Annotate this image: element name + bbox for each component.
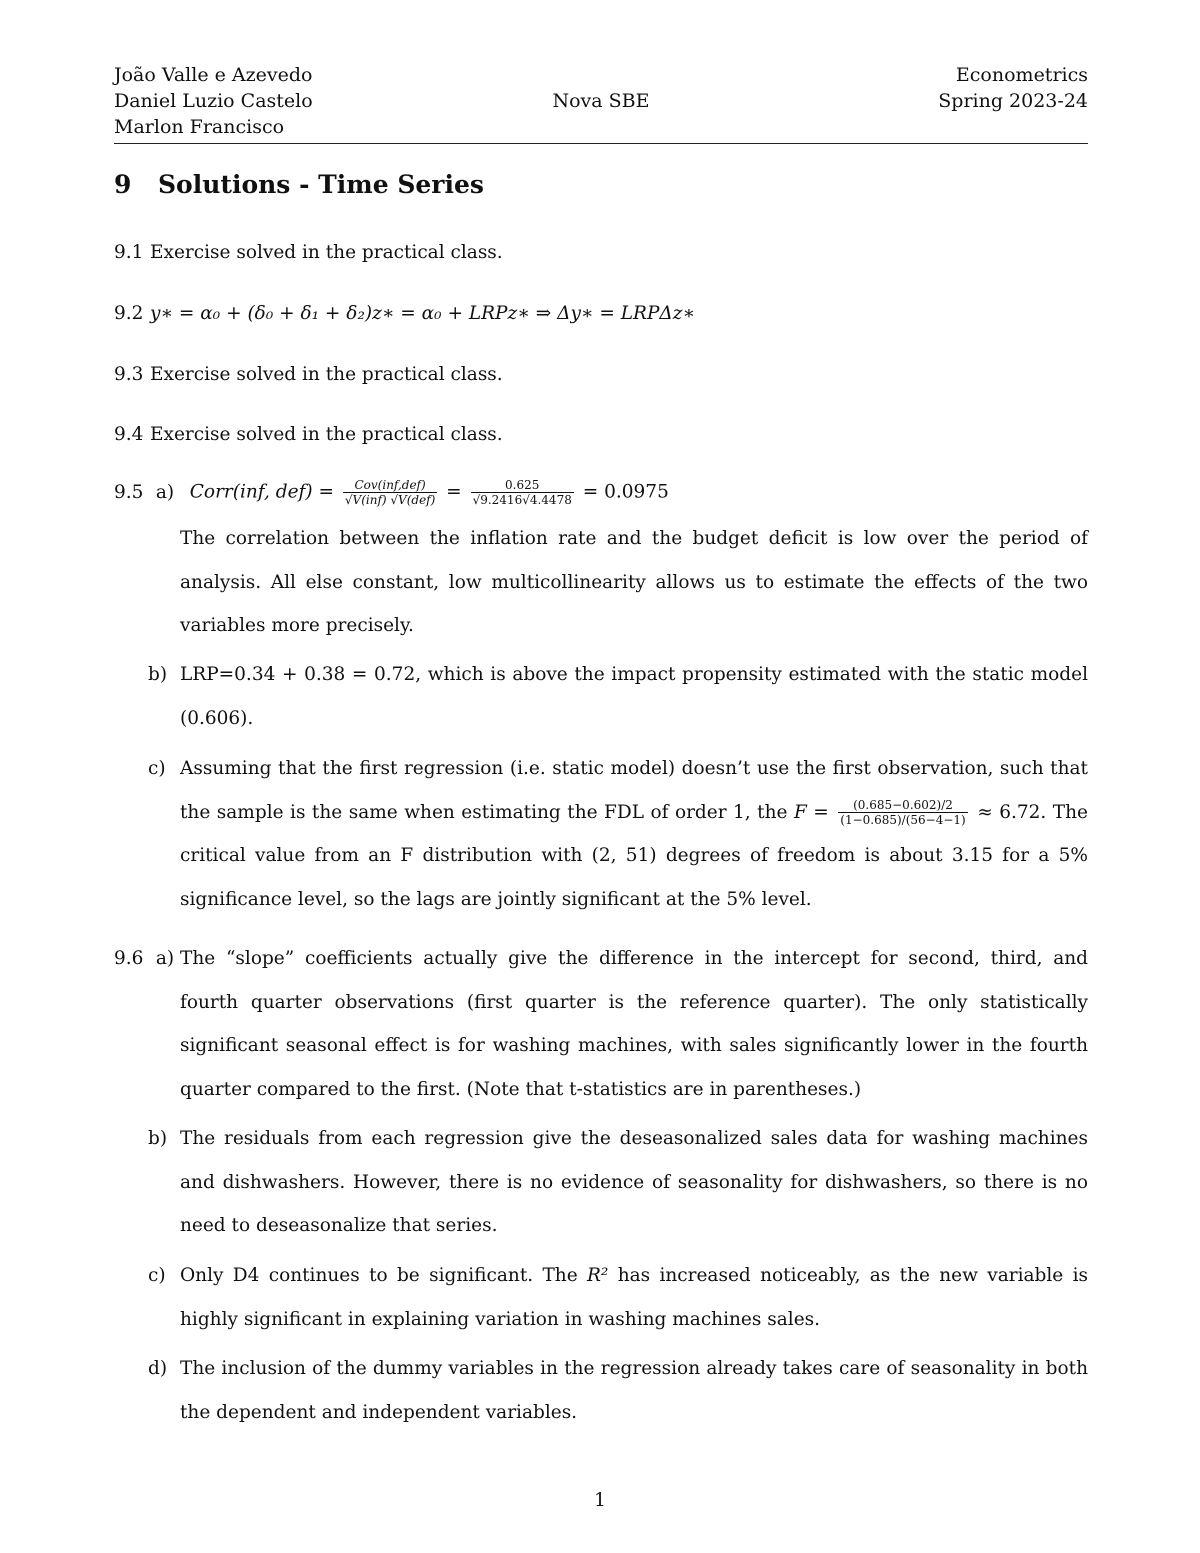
fraction-denominator: √9.2416√4.4478 [472,493,572,507]
f-result: ≈ 6.72. [977,801,1047,823]
exercise-text: Exercise solved in the practical class. [150,364,503,385]
author-2: Daniel Luzio Castelo [114,90,313,112]
part-label: b) [148,1128,168,1149]
exercise-9-5: 9.5 a) Corr(inf, def) = $\frac{\text{Cov(inf,def)}}{\text{√V(inf) √V(def)}}$ = $\frac{0.625}{√9.2416√4.4478}$ = 0.0975 [114,478,669,507]
exercise-9-3 [114,364,503,385]
part-label: c) [148,1265,166,1286]
exercise-label: 9.1 [114,242,144,263]
exercise-label: 9.3 [114,364,144,385]
part-b-text: The residuals from each regression give the deseasonalized sales data for washing machines and dishwashers. However, there is no evidence of seasonality for dishwashers, so there is no need to deseasonalize that series. [180,1128,1088,1236]
exercise-9-2 [114,303,695,324]
value-fraction [471,478,574,507]
section-title-text: Solutions - Time Series [158,170,484,199]
exercise-9-1 [114,242,503,263]
fraction-numerator: 0.625 [471,478,574,493]
fraction-numerator: (0.685−0.602)/2 [838,798,967,813]
part-c-text-2: The critical value from an F distribution with (2, 51) degrees of freedom is about 3.15 for a 5% significance level, so the lags are jointly significant at the 5% level. [180,801,1088,910]
part-a-text: The “slope” coefficients actually give the difference in the intercept for second, third, and fourth quarter observations (first quarter is the reference quarter). The only statistically significant seasonal effect is for washing machines, with sales significantly lower in the fourth quarter compared to the first. (Note that t-statistics are in parentheses.) [180,948,1088,1100]
cov-fraction [343,478,437,507]
institution: Nova SBE [552,90,650,112]
r-squared: R² [587,1265,609,1286]
exercise-label: 9.4 [114,424,144,445]
course-name: Econometrics [955,64,1088,86]
exercise-9-6 [114,948,174,969]
part-c-text-post: has increased noticeably, as the new variable is highly significant in explaining variation in washing machines sales. [180,1265,1088,1330]
part-a-text: The correlation between the inflation rate and the budget deficit is low over the period of analysis. All else constant, low multicollinearity allows us to estimate the effects of the two variables more precisely. [180,528,1088,636]
part-label: a) [155,481,175,503]
course-info [938,62,1088,114]
section-number: 9 [114,170,132,199]
section-title [114,170,484,199]
corr-lhs: Corr(inf, def) = [189,481,334,503]
part-c-text-pre: Only D4 continues to be significant. The [180,1265,578,1286]
exercise-label: 9.2 [114,303,144,324]
lrp-equation: y∗ = α₀ + (δ₀ + δ₁ + δ₂)z∗ = α₀ + LRPz∗ ⇒ Δy∗ = LRPΔz∗ [150,303,696,324]
part-d-text: The inclusion of the dummy variables in the regression already takes care of seasonality in both the dependent and independent variables. [180,1358,1088,1423]
part-c-text [180,1254,1088,1341]
exercise-9-4 [114,424,503,445]
exercise-text: Exercise solved in the practical class. [150,242,503,263]
f-statistic-label: F = [793,801,829,823]
corr-result: = 0.0975 [582,481,669,503]
fraction-denominator: (1−0.685)/(56−4−1) [840,813,966,827]
exercise-text: Exercise solved in the practical class. [150,424,503,445]
part-b-text: LRP=0.34 + 0.38 = 0.72, which is above the impact propensity estimated with the static model (0.606). [180,664,1088,729]
header-rule [114,143,1088,144]
exercise-label: 9.6 [114,948,144,969]
fraction-denominator: √V(inf) √V(def) [344,493,436,507]
author-1: João Valle e Azevedo [114,64,313,86]
term: Spring 2023-24 [938,90,1088,112]
part-c-text-1: Assuming that the first regression (i.e. static model) doesn’t use the first observation, such that the sample is the same when estimating the FDL of order 1, the [180,758,1088,823]
page-number: 1 [594,1490,606,1511]
f-fraction [838,798,967,827]
author-3: Marlon Francisco [114,116,285,138]
part-label: b) [148,664,168,685]
exercise-label: 9.5 [114,481,144,503]
fraction-numerator: Cov(inf,def) [343,478,437,493]
part-c-text [180,747,1088,921]
part-label: a) [155,948,175,969]
part-label: c) [148,758,166,779]
part-label: d) [148,1358,168,1379]
